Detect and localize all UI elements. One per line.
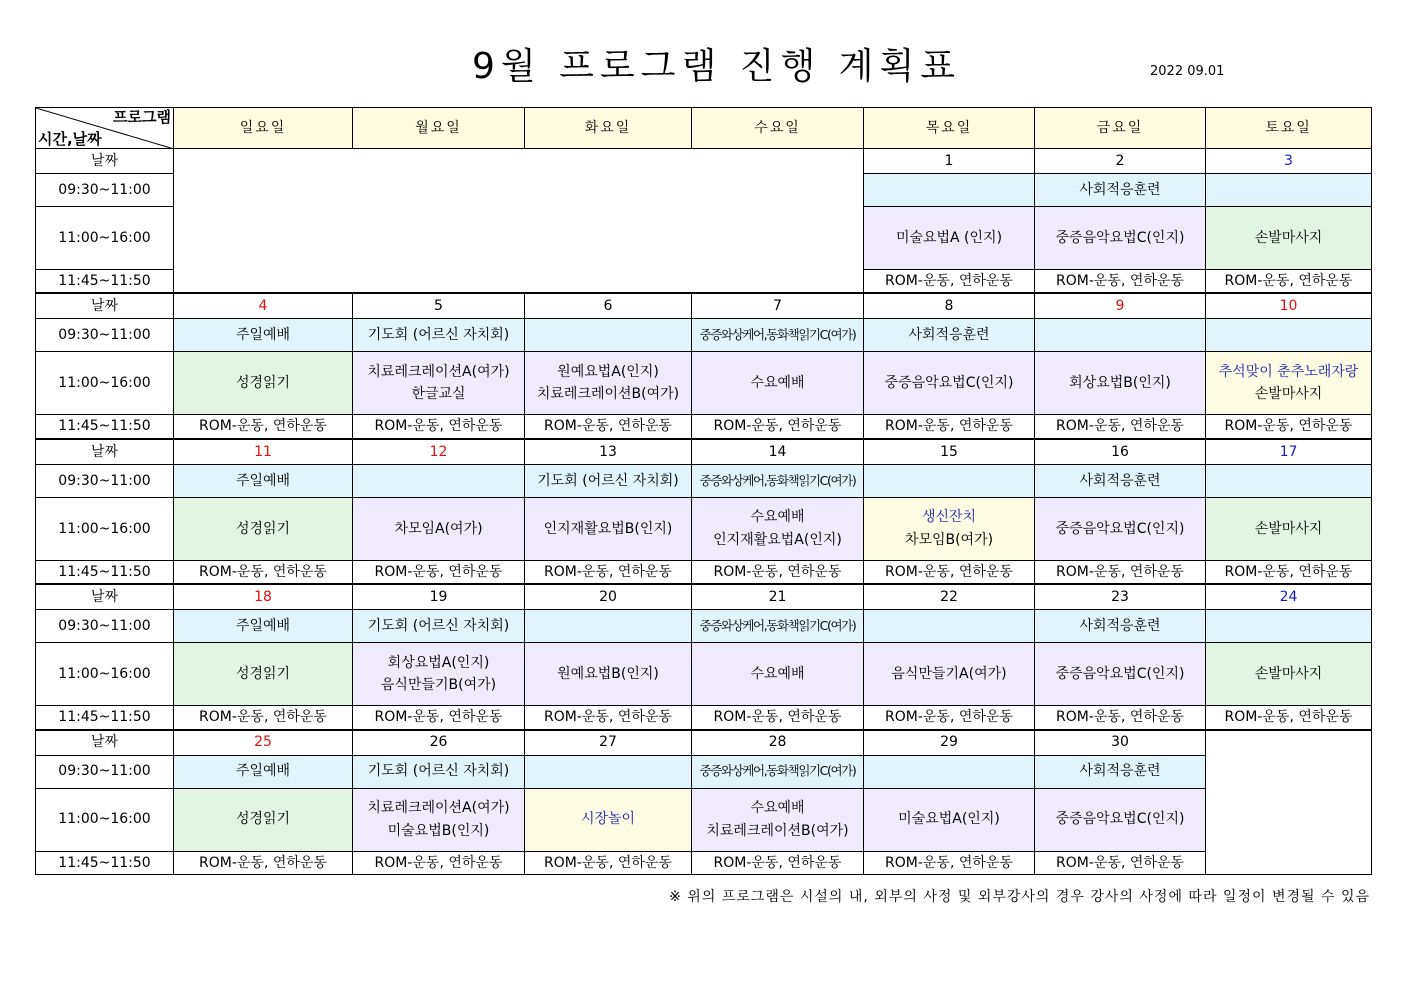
program-cell [864,610,1035,643]
date-cell: 27 [525,730,692,756]
rom-cell: ROM-운동, 연하운동 [353,415,525,439]
program-cell [525,755,692,788]
program-cell: 주일예배 [174,610,353,643]
program-cell-text: 중증와상케어,동화책읽기C(여가) [699,327,856,343]
week-4-rom-row [36,706,1372,730]
program-line: 추석맞이 춘추노래자랑 [1218,364,1359,380]
program-cell [864,174,1035,207]
program-cell: 사회적응훈련 [1035,610,1206,643]
week-1-date-row [36,149,1372,174]
program-cell: 수요예배 [692,352,864,415]
rom-cell: ROM-운동, 연하운동 [1206,560,1372,584]
date-cell-sunday: 11 [174,439,353,465]
program-cell: 기도회 (어르신 자치회) [353,755,525,788]
rom-cell: ROM-운동, 연하운동 [692,415,864,439]
rom-cell: ROM-운동, 연하운동 [174,851,353,874]
date-cell-sunday: 18 [174,584,353,610]
schedule-table [35,107,1372,875]
week-3-rom-row [36,560,1372,584]
program-cell: 성경읽기 [174,497,353,560]
header-day-mon: 월요일 [353,108,525,149]
program-cell [692,610,864,643]
program-line: 치료레크레이션B(여가) [536,386,680,403]
program-cell [353,352,525,415]
date-cell: 1 [864,149,1035,174]
program-line: 미술요법B(인지) [387,822,490,839]
date-cell-sunday: 4 [174,293,353,319]
row-label-morning: 09:30~11:00 [36,319,174,352]
program-cell: 인지재활요법B(인지) [525,497,692,560]
rom-cell: ROM-운동, 연하운동 [864,270,1035,294]
row-label-main: 11:00~16:00 [36,643,174,706]
week-2-main-row [36,352,1372,415]
program-cell-special [864,497,1035,560]
header-day-sun: 일요일 [174,108,353,149]
date-cell-saturday: 3 [1206,149,1372,174]
program-cell: 사회적응훈련 [1035,755,1206,788]
program-cell: 차모임A(여가) [353,497,525,560]
program-cell: 손발마사지 [1206,207,1372,270]
program-cell-text: 중증와상케어,동화책읽기C(여가) [699,763,856,779]
row-label-date: 날짜 [36,730,174,756]
program-cell [692,755,864,788]
week-4-date-row [36,584,1372,610]
rom-cell: ROM-운동, 연하운동 [525,851,692,874]
program-cell [525,352,692,415]
program-cell: 미술요법A (인지) [864,207,1035,270]
program-cell: 성경읽기 [174,643,353,706]
program-cell: 미술요법A(인지) [864,788,1035,851]
program-cell [1206,610,1372,643]
date-cell: 26 [353,730,525,756]
header-day-wed: 수요일 [692,108,864,149]
program-cell [692,788,864,851]
program-line: 손발마사지 [1254,386,1323,403]
program-cell-special: 시장놀이 [525,788,692,851]
date-cell: 28 [692,730,864,756]
week-5-date-row [36,730,1372,756]
date-cell-holiday: 10 [1206,293,1372,319]
footnote: ※ 위의 프로그램은 시설의 내, 외부의 사정 및 외부강사의 경우 강사의 사정에 따라 일정이 변경될 수 있음 [669,889,1370,905]
date-cell-holiday: 12 [353,439,525,465]
row-label-date: 날짜 [36,293,174,319]
rom-cell: ROM-운동, 연하운동 [525,560,692,584]
rom-cell: ROM-운동, 연하운동 [1206,706,1372,730]
row-label-date: 날짜 [36,584,174,610]
header-day-tue: 화요일 [525,108,692,149]
rom-cell: ROM-운동, 연하운동 [692,851,864,874]
date-cell: 23 [1035,584,1206,610]
row-label-rom: 11:45~11:50 [36,706,174,730]
program-cell [353,464,525,497]
page-title: 9월 프로그램 진행 계획표 [472,46,961,87]
date-cell: 8 [864,293,1035,319]
program-line: 치료레크레이션A(여가) [367,364,510,380]
document-date: 2022 09.01 [1150,64,1225,79]
program-cell: 성경읽기 [174,788,353,851]
program-cell: 성경읽기 [174,352,353,415]
row-label-main: 11:00~16:00 [36,788,174,851]
rom-cell: ROM-운동, 연하운동 [864,706,1035,730]
row-label-rom: 11:45~11:50 [36,415,174,439]
date-cell-sunday: 25 [174,730,353,756]
header-row [36,108,1372,149]
corner-label-program: 프로그램 [113,108,171,126]
header-corner [36,108,174,149]
program-cell [353,788,525,851]
program-cell: 주일예배 [174,464,353,497]
week-2-date-row [36,293,1372,319]
program-cell: 음식만들기A(여가) [864,643,1035,706]
program-line: 수요예배 [750,800,805,817]
date-cell: 6 [525,293,692,319]
row-label-morning: 09:30~11:00 [36,755,174,788]
program-cell: 기도회 (어르신 자치회) [353,610,525,643]
row-label-morning: 09:30~11:00 [36,174,174,207]
program-cell: 중증음악요법C(인지) [864,352,1035,415]
program-cell: 중증음악요법C(인지) [1035,788,1206,851]
week-5-morning-row [36,755,1372,788]
program-cell [1206,319,1372,352]
program-cell [353,643,525,706]
week-4-main-row [36,643,1372,706]
rom-cell: ROM-운동, 연하운동 [174,415,353,439]
program-cell-special [1206,352,1372,415]
rom-cell: ROM-운동, 연하운동 [692,560,864,584]
date-cell: 7 [692,293,864,319]
week-5-main-row [36,788,1372,851]
program-cell-text: 중증와상케어,동화책읽기C(여가) [699,472,856,488]
program-cell [525,319,692,352]
program-cell: 기도회 (어르신 자치회) [525,464,692,497]
program-line: 차모임B(여가) [904,531,994,548]
rom-cell: ROM-운동, 연하운동 [1206,270,1372,294]
date-cell: 13 [525,439,692,465]
rom-cell: ROM-운동, 연하운동 [1206,415,1372,439]
corner-label-time-date: 시간,날짜 [38,130,102,148]
week-2-rom-row [36,415,1372,439]
row-label-main: 11:00~16:00 [36,207,174,270]
date-cell-holiday: 9 [1035,293,1206,319]
program-cell: 주일예배 [174,319,353,352]
row-label-rom: 11:45~11:50 [36,270,174,294]
row-label-morning: 09:30~11:00 [36,464,174,497]
rom-cell: ROM-운동, 연하운동 [525,706,692,730]
program-line: 수요예배 [750,509,805,526]
header-day-sat: 토요일 [1206,108,1372,149]
rom-cell: ROM-운동, 연하운동 [692,706,864,730]
program-cell: 손발마사지 [1206,643,1372,706]
date-cell: 29 [864,730,1035,756]
row-label-rom: 11:45~11:50 [36,560,174,584]
date-cell-saturday: 17 [1206,439,1372,465]
row-label-morning: 09:30~11:00 [36,610,174,643]
date-cell: 20 [525,584,692,610]
program-cell: 중증음악요법C(인지) [1035,207,1206,270]
program-line: 치료레크레이션A(여가) [367,800,510,817]
program-cell [692,497,864,560]
row-label-main: 11:00~16:00 [36,497,174,560]
program-cell [1035,319,1206,352]
program-line: 치료레크레이션B(여가) [706,822,849,839]
program-cell [864,464,1035,497]
row-label-date: 날짜 [36,149,174,174]
program-line: 한글교실 [411,386,466,403]
date-cell: 2 [1035,149,1206,174]
program-line: 인지재활요법A(인지) [713,531,842,548]
header-day-fri: 금요일 [1035,108,1206,149]
rom-cell: ROM-운동, 연하운동 [353,851,525,874]
row-label-main: 11:00~16:00 [36,352,174,415]
program-cell: 수요예배 [692,643,864,706]
date-cell: 15 [864,439,1035,465]
program-cell: 주일예배 [174,755,353,788]
program-line: 음식만들기B(여가) [380,677,497,694]
week-5-rom-row [36,851,1372,874]
week-2-morning-row [36,319,1372,352]
rom-cell: ROM-운동, 연하운동 [1035,706,1206,730]
rom-cell: ROM-운동, 연하운동 [864,560,1035,584]
week-3-date-row [36,439,1372,465]
program-cell: 기도회 (어르신 자치회) [353,319,525,352]
header-day-thu: 목요일 [864,108,1035,149]
rom-cell: ROM-운동, 연하운동 [864,415,1035,439]
program-cell [525,610,692,643]
program-cell: 사회적응훈련 [1035,464,1206,497]
program-cell [1206,174,1372,207]
program-line: 회상요법A(인지) [387,654,490,671]
week-4-morning-row [36,610,1372,643]
date-cell: 30 [1035,730,1206,756]
program-cell [864,755,1035,788]
program-line: 원예요법A(인지) [557,364,659,380]
rom-cell: ROM-운동, 연하운동 [353,560,525,584]
date-cell: 14 [692,439,864,465]
rom-cell: ROM-운동, 연하운동 [353,706,525,730]
row-label-rom: 11:45~11:50 [36,851,174,874]
rom-cell: ROM-운동, 연하운동 [1035,415,1206,439]
program-line: 생신잔치 [921,509,977,526]
rom-cell: ROM-운동, 연하운동 [864,851,1035,874]
rom-cell: ROM-운동, 연하운동 [1035,560,1206,584]
empty-block [1206,730,1372,875]
date-cell-saturday: 24 [1206,584,1372,610]
program-cell: 손발마사지 [1206,497,1372,560]
program-cell: 사회적응훈련 [1035,174,1206,207]
rom-cell: ROM-운동, 연하운동 [525,415,692,439]
rom-cell: ROM-운동, 연하운동 [1035,270,1206,294]
program-cell [692,464,864,497]
empty-block [174,149,864,294]
date-cell: 22 [864,584,1035,610]
program-cell [692,319,864,352]
date-cell: 5 [353,293,525,319]
rom-cell: ROM-운동, 연하운동 [1035,851,1206,874]
date-cell: 21 [692,584,864,610]
rom-cell: ROM-운동, 연하운동 [174,706,353,730]
program-cell: 사회적응훈련 [864,319,1035,352]
program-cell-text: 중증와상케어,동화책읽기C(여가) [699,617,856,633]
row-label-date: 날짜 [36,439,174,465]
date-cell: 16 [1035,439,1206,465]
week-3-main-row [36,497,1372,560]
date-cell: 19 [353,584,525,610]
program-cell: 원예요법B(인지) [525,643,692,706]
week-3-morning-row [36,464,1372,497]
program-cell [1206,464,1372,497]
program-cell: 회상요법B(인지) [1035,352,1206,415]
program-cell: 중증음악요법C(인지) [1035,643,1206,706]
rom-cell: ROM-운동, 연하운동 [174,560,353,584]
program-cell: 중증음악요법C(인지) [1035,497,1206,560]
